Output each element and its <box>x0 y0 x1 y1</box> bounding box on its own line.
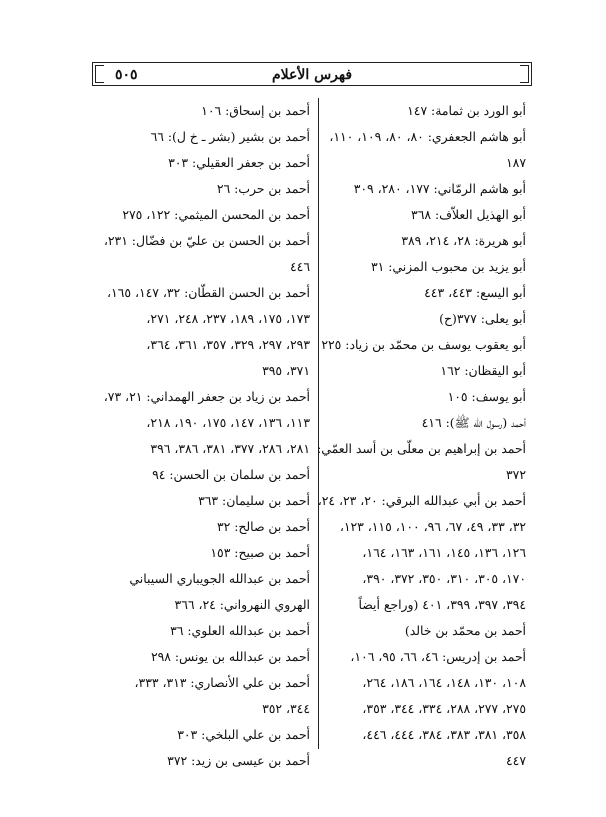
index-line: ١٢٦، ١٣٦، ١٤٥، ١٦١، ١٦٣، ١٦٤، <box>362 545 526 560</box>
index-line: ٢٧٥، ٢٧٧، ٢٨٨، ٣٣٤، ٣٤٤، ٣٥٣، <box>362 701 526 716</box>
index-line: أحمد بن صبيح: ١٥٣ <box>210 545 310 560</box>
index-line: ١٧٣، ١٧٥، ١٨٩، ٢٣٧، ٢٤٨، ٢٧١، <box>146 311 310 326</box>
index-line: أبو هريرة: ٢٨، ٢١٤، ٣٨٩ <box>401 233 526 248</box>
index-line: ١٨٧ <box>506 155 526 170</box>
index-line: أحمد بن عبدالله الجويباري السيباني <box>129 571 310 586</box>
index-line: أحمد بن سليمان: ٣٦٣ <box>198 493 310 508</box>
index-line: أبو يوسف: ١٠٥ <box>447 389 526 404</box>
index-line: أحمد بن صالح: ٣٢ <box>216 519 310 534</box>
index-line: أبو الورد بن ثمامة: ١٤٧ <box>407 103 526 118</box>
index-line: أبو اليقظان: ١٦٢ <box>440 363 526 378</box>
index-line: أحمد بن علي الأنصاري: ٣١٣، ٣٣٣، <box>134 675 310 690</box>
index-line: أحمد بن عبدالله بن يونس: ٢٩٨ <box>150 649 310 664</box>
index-line: أحمد بن عبدالله العلوي: ٣٦ <box>170 623 310 638</box>
index-line: أحمد (رسول الله ﷺ): ٤١٦ <box>421 415 526 430</box>
index-line: أحمد بن محمّد بن خالد) <box>404 623 526 638</box>
index-line: أبو الهذيل العلاّف: ٣٦٨ <box>411 207 526 222</box>
index-line: أحمد بن علي البلخي: ٣٠٣ <box>177 727 310 742</box>
index-line: أبو يعلى: ٣٧٧(ح) <box>439 311 526 326</box>
index-line: ٣٧٢ <box>506 467 526 482</box>
index-line: ١٠٨، ١٣٠، ١٤٨، ١٦٤، ١٨٦، ٢٦٤، <box>362 675 526 690</box>
index-line: أبو يزيد بن محبوب المزني: ٣١ <box>370 259 526 274</box>
index-line: ٢٨١، ٢٨٦، ٣٧٧، ٣٨١، ٣٨٦، ٣٩٦ <box>150 441 310 456</box>
index-line: أحمد بن سلمان بن الحسن: ٩٤ <box>152 467 310 482</box>
index-line: أحمد بن أبي عبدالله البرقي: ٢٠، ٢٣، ٢٤، <box>317 493 526 508</box>
index-line: ٣٧١، ٣٩٥ <box>262 363 310 378</box>
index-line: ٣٤٤، ٣٥٢ <box>262 701 310 716</box>
column-divider <box>318 98 319 749</box>
index-line: أحمد بن إدريس: ٤٦، ٦٦، ٩٥، ١٠٦، <box>350 649 526 664</box>
page-number: ٥٠٥ <box>115 67 138 83</box>
index-line: أحمد بن حرب: ٢٦ <box>216 181 310 196</box>
index-line: أبو يعقوب يوسف بن محمّد بن زياد: ٢٢٥ <box>321 337 526 352</box>
index-line: ١٧٠، ٣٠٥، ٣١٠، ٣٥٠، ٣٧٢، ٣٩٠، <box>362 571 526 586</box>
index-line: أحمد بن إسحاق: ١٠٦ <box>201 103 310 118</box>
index-line: ٤٤٦ <box>290 259 310 274</box>
index-line: ٣٥٨، ٣٨١، ٣٨٣، ٣٨٤، ٤٤٤، ٤٤٦، <box>362 727 526 742</box>
index-line: أحمد بن إبراهيم بن معلّى بن أسد العمّي: <box>317 441 526 456</box>
index-line: ٣٩٤، ٣٩٧، ٣٩٩، ٤٠١ (وراجع أيضاً <box>358 597 526 612</box>
index-line: ٤٤٧ <box>506 753 526 768</box>
index-line: الهروي النهرواني: ٢٤، ٣٦٦ <box>174 597 310 612</box>
index-line: أبو هاشم الرمّاني: ١٧٧، ٢٨٠، ٣٠٩ <box>353 181 526 196</box>
index-line: أحمد بن المحسن الميثمي: ١٢٢، ٢٧٥ <box>122 207 310 222</box>
page-title: فهرس الأعلام <box>271 67 353 83</box>
index-line: أحمد بن الحسن بن عليّ بن فضّال: ٢٣١، <box>103 233 310 248</box>
index-line: أحمد بن جعفر العقيلي: ٣٠٣ <box>168 155 310 170</box>
index-line: أبو اليسع: ٤٤٣، ٤٤٣ <box>424 285 526 300</box>
index-line: أحمد بن زياد بن جعفر الهمداني: ٢١، ٧٣، <box>103 389 310 404</box>
index-line: ٣٢، ٣٣، ٤٩، ٦٧، ٩٦، ١٠٠، ١١٥، ١٢٣، <box>339 519 526 534</box>
index-line: أحمد بن الحسن القطّان: ٣٢، ١٤٧، ١٦٥، <box>107 285 310 300</box>
index-line: ١١٣، ١٣٦، ١٤٧، ١٧٥، ١٩٠، ٢١٨، <box>146 415 310 430</box>
index-line: أبو هاشم الجعفري: ٨٠، ٨٠، ١٠٩، ١١٠، <box>329 129 526 144</box>
index-column-right <box>317 98 526 774</box>
index-line: ٢٩٣، ٢٩٧، ٣٢٩، ٣٥٧، ٣٦١، ٣٦٤، <box>146 337 310 352</box>
page-header <box>92 62 532 86</box>
index-line: أحمد بن عيسى بن زيد: ٣٧٢ <box>167 753 310 768</box>
index-column-left <box>104 98 310 774</box>
index-line: أحمد بن بشير (بشر ـ خ ل): ٦٦ <box>150 129 310 144</box>
